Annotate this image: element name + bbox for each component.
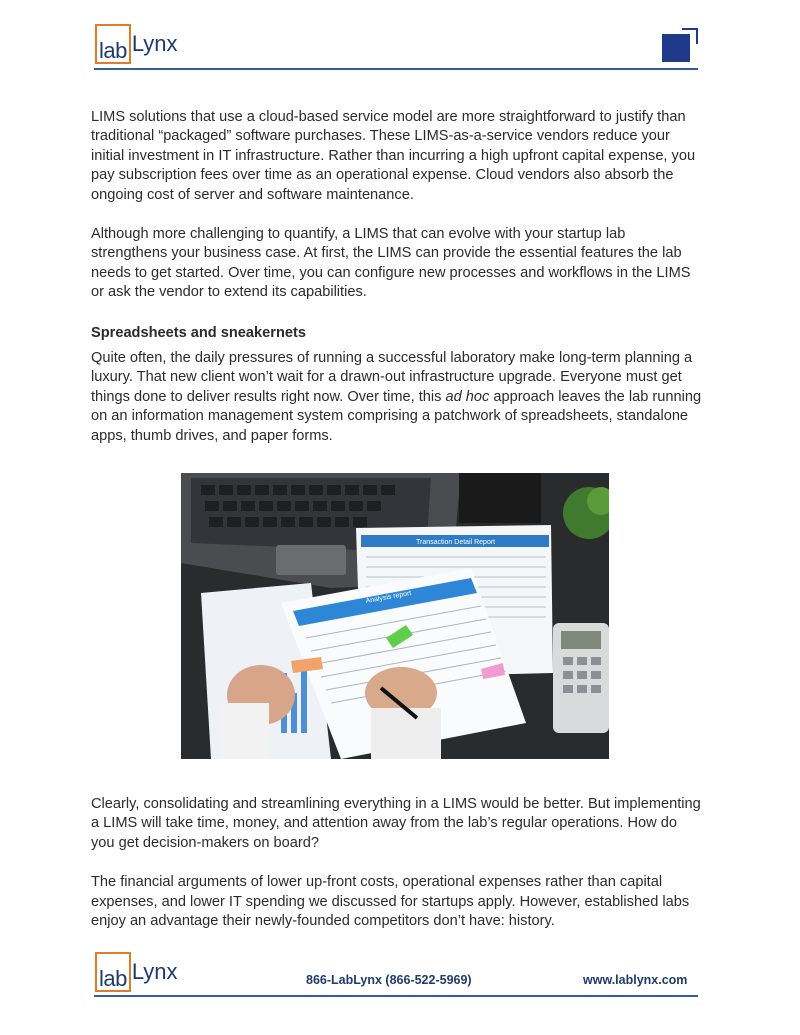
footer-website-link[interactable]: www.lablynx.com	[583, 973, 688, 987]
paragraph: LIMS solutions that use a cloud-based service model are more straightforward to justify than traditional “packaged” software purchases. These LIMS-as-a-service vendors reduce your initial investment in IT infrastructure. Rather than incurring a high upfront capital expense, you pay subscription fees over time as an operational expense. Cloud vendors also absorb the ongoing cost of server and software maintenance.	[91, 109, 696, 203]
report-title: Transaction Detail Report	[416, 539, 496, 546]
logo-lynx-text: Lynx	[131, 959, 178, 984]
logo-lab-box	[95, 24, 131, 64]
logo-lynx-text: Lynx	[131, 31, 178, 56]
photo-spreadsheets-desk	[181, 473, 609, 759]
section-heading: Spreadsheets and sneakernets	[91, 324, 306, 341]
paragraph	[91, 349, 703, 446]
paragraph-text: Quite often, the daily pressures of running a successful laboratory make long-term planning a luxury. That new client won’t wait for a drawn-out infrastructure upgrade. Everyone must get things done to deliver results right now. Over time, this	[91, 350, 693, 405]
paragraph: Clearly, consolidating and streamlining everything in a LIMS would be better. But implementing a LIMS will take time, money, and attention away from the lab’s regular operations. How do you get decision-makers on board?	[91, 796, 701, 851]
paragraph: Although more challenging to quantify, a LIMS that can evolve with your startup lab strengthens your business case. At first, the LIMS can provide the essential features the lab needs to get started. Over time, you can configure new processes and workflows in the LIMS or ask the vendor to extend its capabilities.	[91, 226, 691, 301]
body-text-lower	[91, 795, 703, 951]
footer-divider	[94, 995, 698, 997]
footer-phone: 866-LabLynx (866-522-5969)	[306, 973, 472, 987]
paragraph-text: approach leaves the lab running on an information management system comprising a patchwork of spreadsheets, standalone apps, thumb drives, and paper forms.	[91, 388, 702, 444]
logo-lab-text: lab	[99, 38, 127, 63]
header-logo	[95, 24, 178, 64]
corner-square-icon	[662, 28, 698, 64]
logo-lab-box	[95, 952, 131, 992]
emphasis-text: ad hoc	[445, 388, 490, 405]
body-text-upper	[91, 108, 703, 466]
footer-logo	[95, 952, 178, 992]
paragraph: The financial arguments of lower up-front costs, operational expenses rather than capital expenses, and lower IT spending we discussed for startups apply. However, established labs enjoy an advantage their newly-founded competitors don’t have: history.	[91, 874, 690, 930]
header-divider	[94, 68, 698, 70]
logo-lab-text: lab	[99, 966, 127, 991]
report-title: Analysis report	[365, 590, 412, 605]
